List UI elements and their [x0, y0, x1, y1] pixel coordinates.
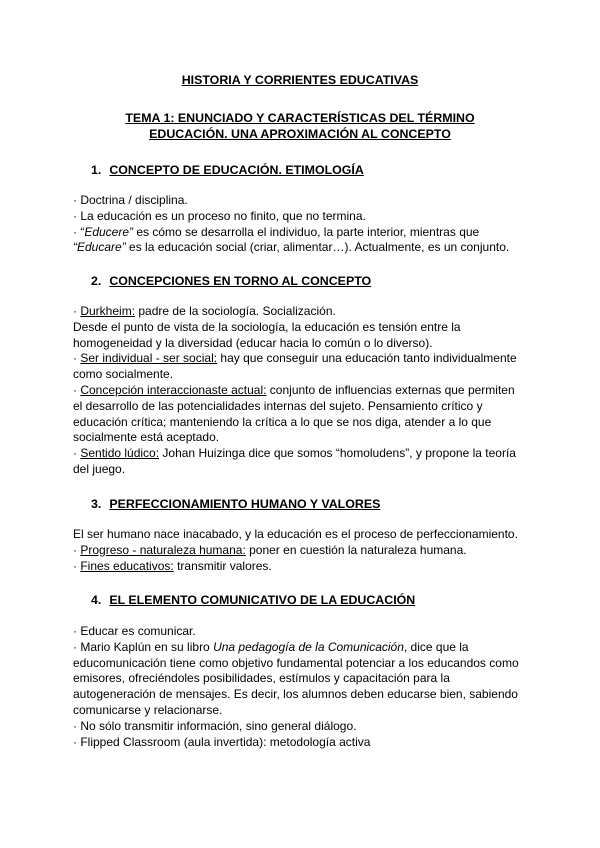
section-2-line: el desarrollo de las potencialidades internas del sujeto. Pensamiento crítico y	[73, 398, 483, 413]
section-4-line: comunicarse y relacionarse.	[73, 702, 223, 717]
section-2-line: Desde el punto de vista de la sociología, la educación es tensión entre la	[73, 319, 461, 334]
section-3-line: · Fines educativos: transmitir valores.	[73, 558, 272, 573]
section-1-line: · La educación es un proceso no finito, que no termina.	[73, 208, 366, 223]
term-fines-educativos: Fines educativos:	[80, 558, 174, 573]
section-4-body	[73, 624, 533, 750]
term-concepcion: Concepción interaccionaste actual:	[80, 382, 267, 397]
section-2-number: 2.	[91, 274, 102, 288]
section-4-heading	[91, 592, 415, 609]
section-2-line: · Sentido lúdico: Johan Huizinga dice que somos “homoludens”, y propone la teoría	[73, 446, 516, 461]
section-2-body	[73, 304, 533, 478]
section-4-title: EL ELEMENTO COMUNICATIVO DE LA EDUCACIÓN	[109, 593, 416, 607]
section-1-heading	[91, 162, 364, 179]
section-2-title: CONCEPCIONES EN TORNO AL CONCEPTO	[109, 274, 372, 288]
section-4-line: · Flipped Classroom (aula invertida): metodología activa	[73, 734, 371, 749]
term-educare: “Educare”	[73, 240, 126, 255]
section-3-line: El ser humano nace inacabado, y la educación es el proceso de perfeccionamiento.	[73, 527, 518, 541]
section-2-heading	[91, 273, 371, 290]
section-1-line: · “Educere” es cómo se desarrolla el individuo, la parte interior, mientras que	[73, 224, 480, 239]
section-1-line: · Doctrina / disciplina.	[73, 193, 188, 207]
section-4-line: autogeneración de mensajes. Es decir, los alumnos deben educarse bien, sabiendo	[73, 687, 518, 702]
section-2-line: · Durkheim: padre de la sociología. Socialización.	[73, 304, 336, 318]
section-4-line: emisores, ofreciéndoles posibilidades, estímulos y capacitación para la	[73, 671, 450, 686]
section-1-title: CONCEPTO DE EDUCACIÓN. ETIMOLOGÍA	[109, 163, 364, 177]
section-4-line: · No sólo transmitir información, sino general diálogo.	[73, 718, 357, 733]
section-2-line: homogeneidad y la diversidad (educar hacia lo común o lo diverso).	[73, 335, 433, 350]
section-3-heading	[91, 496, 380, 513]
section-1-line: “Educare” es la educación social (criar, alimentar…). Actualmente, es un conjunto.	[73, 240, 510, 255]
document-title: HISTORIA Y CORRIENTES EDUCATIVAS	[181, 73, 419, 87]
term-ser-individual: Ser individual - ser social:	[80, 351, 218, 366]
tema-title-line-2: EDUCACIÓN. UNA APROXIMACIÓN AL CONCEPTO	[149, 127, 451, 141]
tema-title-line-1: TEMA 1: ENUNCIADO Y CARACTERÍSTICAS DEL TÉRMINO	[125, 111, 475, 125]
term-educere: Educere”	[84, 224, 134, 239]
section-1-number: 1.	[91, 163, 102, 177]
section-2-line: · Concepción interaccionaste actual: conjunto de influencias externas que permiten	[73, 382, 515, 397]
section-2-line: del juego.	[73, 461, 126, 476]
section-2-line: como socialmente.	[73, 367, 174, 382]
section-3-number: 3.	[91, 497, 102, 511]
term-sentido-ludico: Sentido lúdico:	[80, 446, 160, 461]
section-3-title: PERFECCIONAMIENTO HUMANO Y VALORES	[109, 497, 381, 511]
section-1-body	[73, 193, 533, 256]
term-durkheim: Durkheim:	[80, 304, 136, 318]
book-title: Una pedagogía de la Comunicación	[213, 639, 404, 654]
section-3-line: · Progreso - naturaleza humana: poner en cuestión la naturaleza humana.	[73, 542, 467, 557]
term-progreso: Progreso - naturaleza humana:	[80, 542, 246, 557]
section-4-line: educomunicación tiene como objetivo fundamental potenciar a los educandos como	[73, 655, 519, 670]
section-2-line: socialmente está aceptado.	[73, 430, 220, 445]
section-2-line: educación crítica; manteniendo la crítica a lo que se nos diga, atender a lo que	[73, 414, 492, 429]
section-2-line: · Ser individual - ser social: hay que conseguir una educación tanto individualmente	[73, 351, 517, 366]
section-4-line: · Mario Kaplún en su libro Una pedagogía de la Comunicación, dice que la	[73, 639, 469, 654]
section-4-line: · Educar es comunicar.	[73, 624, 196, 638]
section-4-number: 4.	[91, 593, 102, 607]
section-3-body	[73, 527, 533, 574]
